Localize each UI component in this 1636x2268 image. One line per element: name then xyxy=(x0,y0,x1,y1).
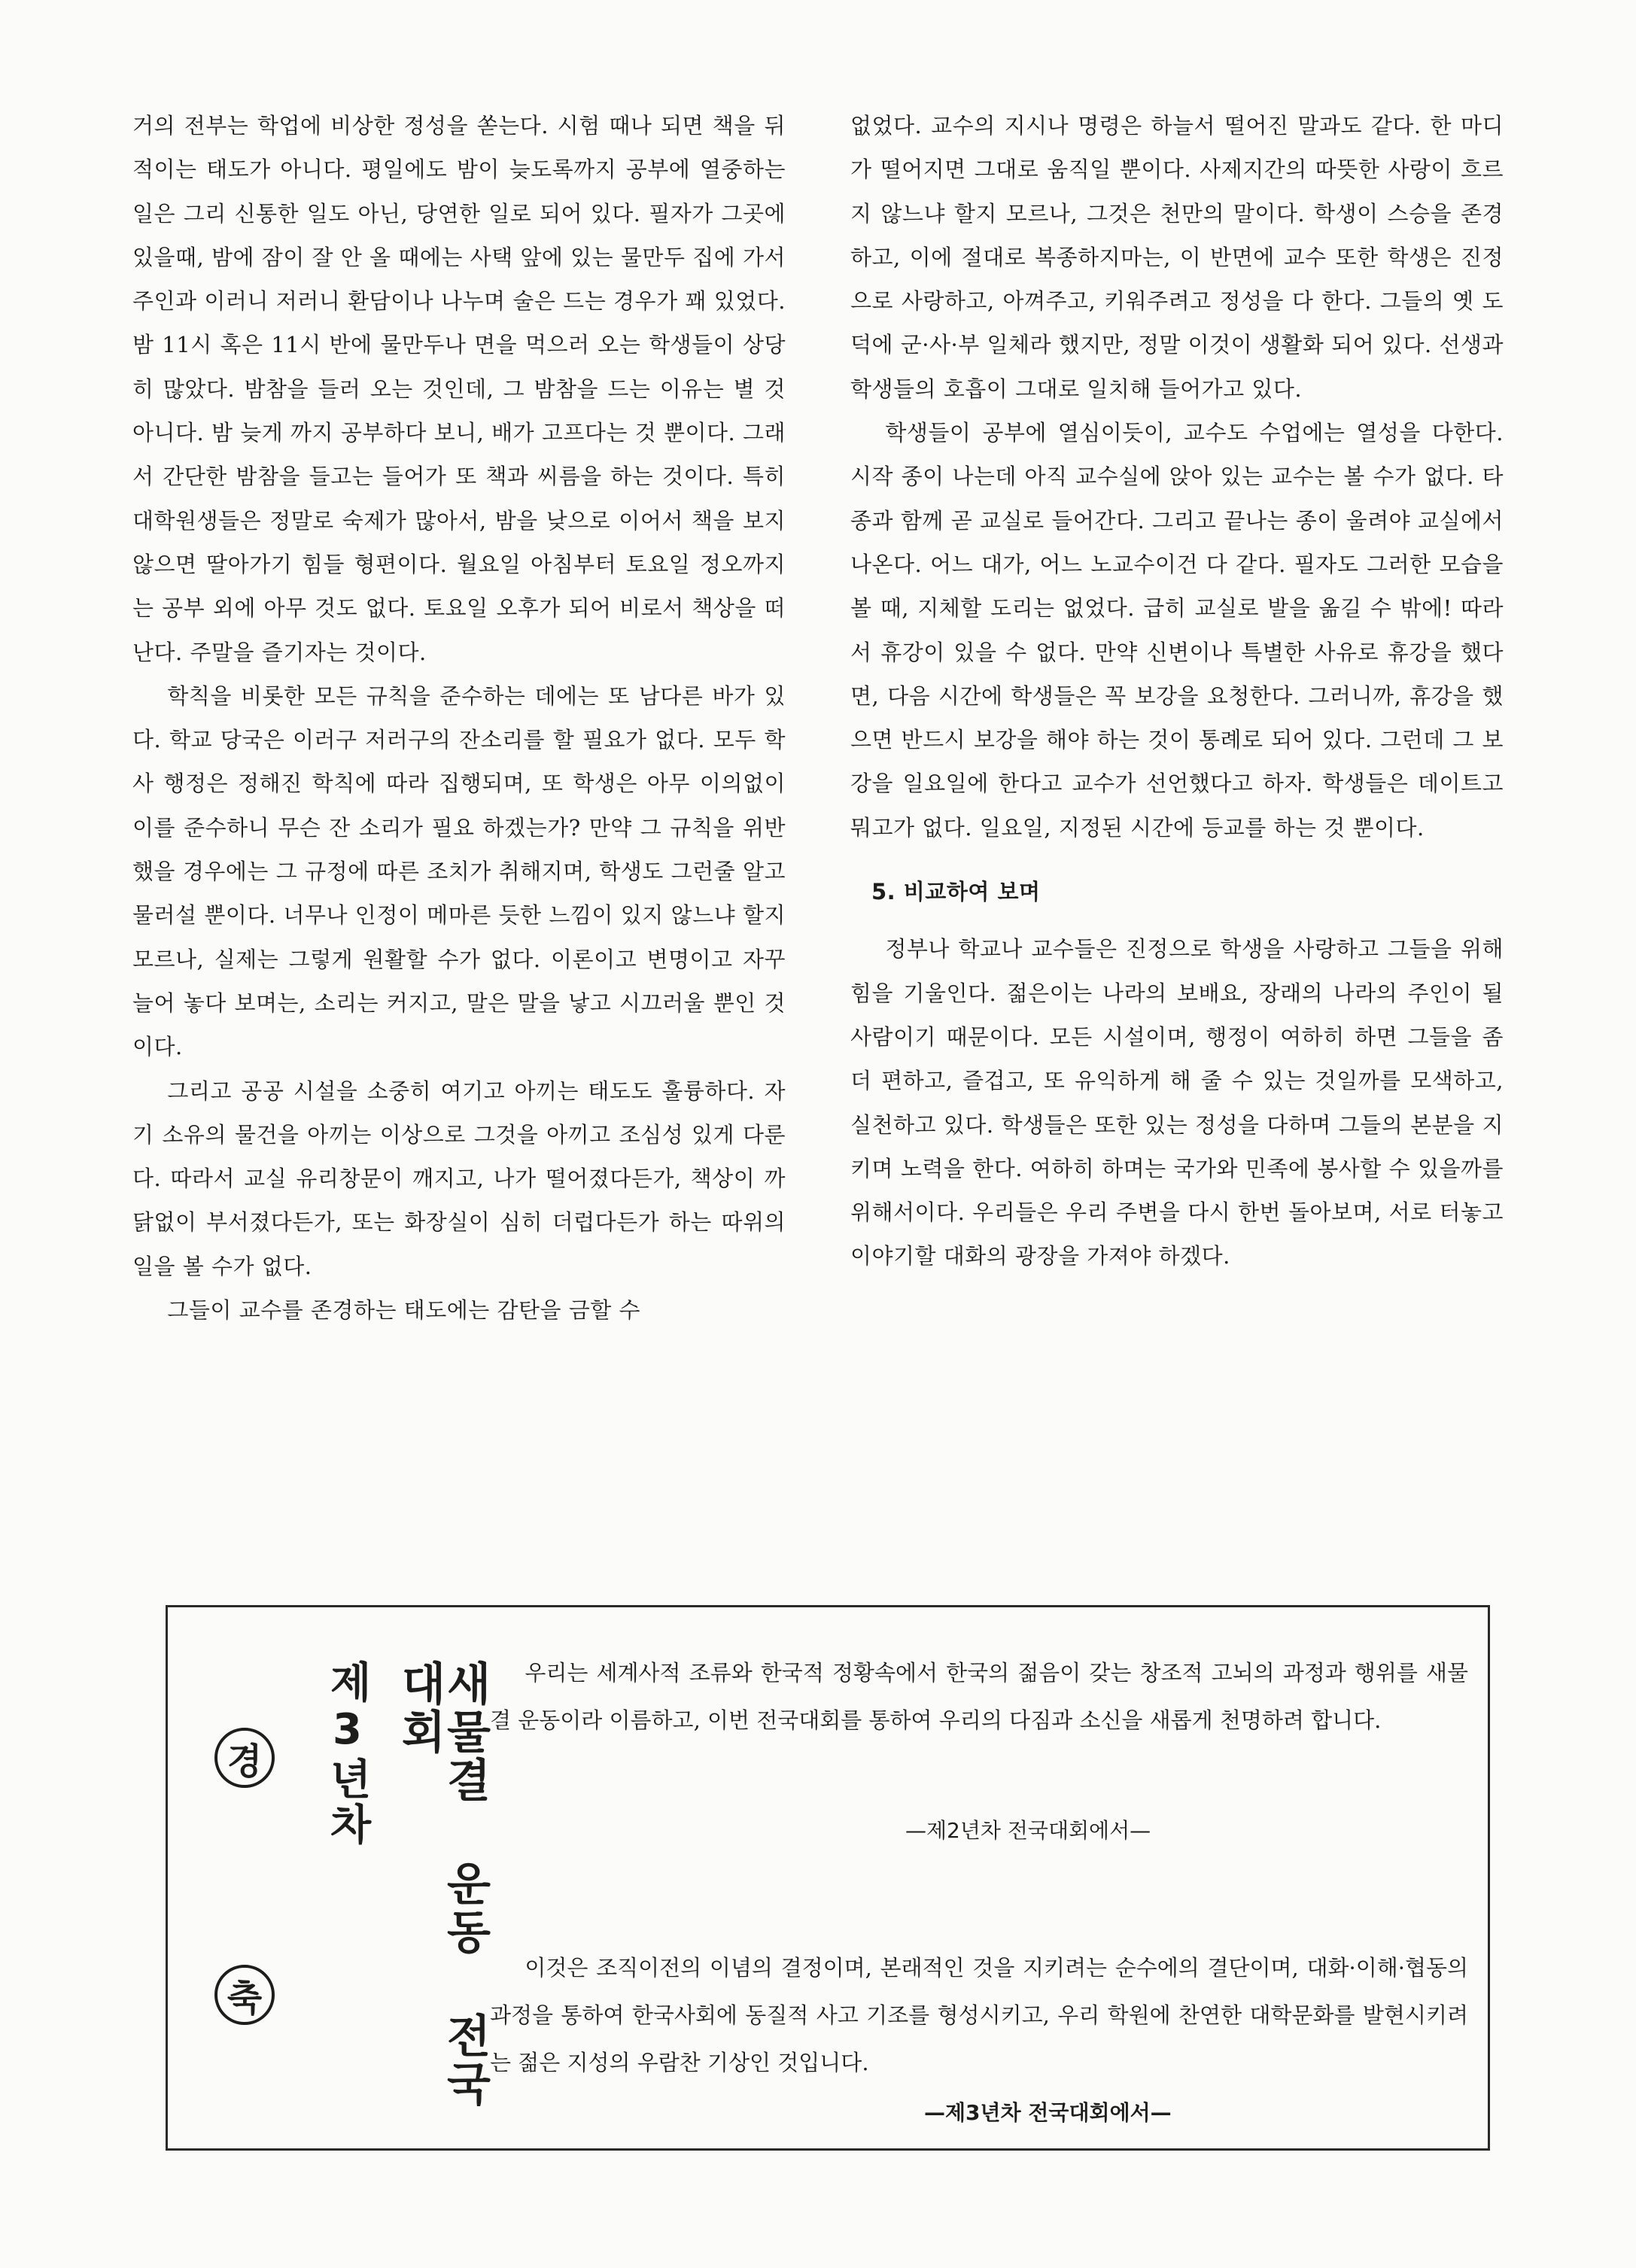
congratulation-box xyxy=(166,1605,1490,2151)
paragraph: 학칙을 비롯한 모든 규칙을 준수하는 데에는 또 남다른 바가 있다. 학교 당국은 이러구 저러구의 잔소리를 할 필요가 없다. 모두 학사 행정은 정해진 학칙에 따라 집행되며, 또 학생은 아무 이의없이 이를 준수하니 무슨 잔 소리가 필요 하겠는가? 만약 그 규칙을 위반했을 경우에는 그 규정에 따른 조치가 취해지며, 학생도 그런줄 알고 물러설 뿐이다. 너무나 인정이 메마른 듯한 느낌이 있지 않느냐 할지 모르나, 실제는 그렇게 원활할 수가 없다. 이론이고 변명이고 자꾸 늘어 놓다 보며는, 소리는 커지고, 말은 말을 낳고 시끄러울 뿐인 것이다. xyxy=(132,683,786,1060)
paragraph: 학생들이 공부에 열심이듯이, 교수도 수업에는 열성을 다한다. 시작 종이 나는데 아직 교수실에 앉아 있는 교수는 볼 수가 없다. 타종과 함께 곧 교실로 들어간다. 그리고 끝나는 종이 울려야 교실에서 나온다. 어느 대가, 어느 노교수이건 다 같다. 필자도 그러한 모습을 볼 때, 지체할 도리는 없었다. 급히 교실로 발을 옮길 수 밖에! 따라서 휴강이 있을 수 없다. 만약 신변이나 특별한 사유로 휴강을 했다면, 다음 시간에 학생들은 꼭 보강을 요청한다. 그러니까, 휴강을 했으면 반드시 보강을 해야 하는 것이 통례로 되어 있다. 그런데 그 보강을 일요일에 한다고 교수가 선언했다고 하자. 학생들은 데이트고 뭐고가 없다. 일요일, 지정된 시간에 등교를 하는 것 뿐이다. xyxy=(850,420,1504,841)
paragraph: 그들이 교수를 존경하는 태도에는 감탄을 금할 수 xyxy=(167,1297,640,1324)
quote-text xyxy=(490,1649,1468,1744)
quote-text xyxy=(490,1944,1468,2087)
right-column xyxy=(850,104,1504,1278)
seal-chuk: 축 xyxy=(214,1965,275,2025)
seal-gyeong: 경 xyxy=(214,1728,275,1788)
quote-source: —제3년차 전국대회에서— xyxy=(924,2100,1172,2125)
section-heading: 5. 비교하여 보며 xyxy=(871,879,1041,905)
paragraph: 거의 전부는 학업에 비상한 정성을 쏟는다. 시험 때나 되면 책을 뒤적이는 태도가 아니다. 평일에도 밤이 늦도록까지 공부에 열중하는 일은 그리 신통한 일도 아닌, 당연한 일로 되어 있다. 필자가 그곳에 있을때, 밤에 잠이 잘 안 올 때에는 사택 앞에 있는 물만두 집에 가서 주인과 이러니 저러니 환담이나 나누며 술은 드는 경우가 꽤 있었다. 밤 11시 혹은 11시 반에 물만두나 면을 먹으러 오는 학생들이 상당히 많았다. 밤참을 들러 오는 것인데, 그 밤참을 드는 이유는 별 것 아니다. 밤 늦게 까지 공부하다 보니, 배가 고프다는 것 뿐이다. 그래서 간단한 밤참을 들고는 들어가 또 책과 씨름을 하는 것이다. 특히 대학원생들은 정말로 숙제가 많아서, 밤을 낮으로 이어서 책을 보지 않으면 딸아가기 힘들 형편이다. 월요일 아침부터 토요일 정오까지는 공부 외에 아무 것도 없다. 토요일 오후가 되어 비로서 책상을 떠난다. 주말을 즐기자는 것이다. xyxy=(132,113,786,665)
paragraph: 정부나 학교나 교수들은 진정으로 학생을 사랑하고 그들을 위해 힘을 기울인다. 젊은이는 나라의 보배요, 장래의 나라의 주인이 될 사람이기 때문이다. 모든 시설이며, 행정이 여하히 하면 그들을 좀 더 편하고, 즐겁고, 또 유익하게 해 줄 수 있는 것일까를 모색하고, 실천하고 있다. 학생들은 또한 있는 정성을 다하며 그들의 본분을 지키며 노력을 한다. 여하히 하며는 국가와 민족에 봉사할 수 있을까를 위해서이다. 우리들은 우리 주변을 다시 한번 돌아보며, 서로 터놓고 이야기할 대화의 광장을 가져야 하겠다. xyxy=(850,936,1504,1269)
quote-paragraph: 우리는 세계사적 조류와 한국적 정황속에서 한국의 젊음이 갖는 창조적 고뇌의 과정과 행위를 새물결 운동이라 이름하고, 이번 전국대회를 통하여 우리의 다짐과 소신을 새롭게 천명하려 합니다. xyxy=(490,1660,1468,1733)
vertical-title-event: 새물결 운동 전국대회 xyxy=(394,1660,491,2108)
paragraph: 그리고 공공 시설을 소중히 여기고 아끼는 태도도 훌륭하다. 자기 소유의 물건을 아끼는 이상으로 그것을 아끼고 조심성 있게 다룬다. 따라서 교실 유리창문이 깨지고, 나가 떨어졌다든가, 책상이 까닭없이 부서졌다든가, 또는 화장실이 심히 더럽다든가 하는 따위의 일을 볼 수가 없다. xyxy=(132,1078,786,1279)
left-column xyxy=(132,104,786,1332)
quote-source: —제2년차 전국대회에서— xyxy=(905,1818,1151,1843)
quote-paragraph: 이것은 조직이전의 이념의 결정이며, 본래적인 것을 지키려는 순수에의 결단이며, 대화·이해·협동의 과정을 통하여 한국사회에 동질적 사고 기조를 형성시키고, 우리 학원에 찬연한 대학문화를 발현시키려는 젊은 지성의 우람찬 기상인 것입니다. xyxy=(490,1955,1468,2075)
paragraph: 없었다. 교수의 지시나 명령은 하늘서 떨어진 말과도 같다. 한 마디가 떨어지면 그대로 움직일 뿐이다. 사제지간의 따뜻한 사랑이 흐르지 않느냐 할지 모르나, 그것은 천만의 말이다. 학생이 스승을 존경하고, 이에 절대로 복종하지마는, 이 반면에 교수 또한 학생은 진정으로 사랑하고, 아껴주고, 키워주려고 정성을 다 한다. 그들의 옛 도덕에 군·사·부 일체라 했지만, 정말 이것이 생활화 되어 있다. 선생과 학생들의 호흡이 그대로 일치해 들어가고 있다. xyxy=(850,113,1504,402)
vertical-title-year: 제3년차 xyxy=(323,1660,372,1847)
